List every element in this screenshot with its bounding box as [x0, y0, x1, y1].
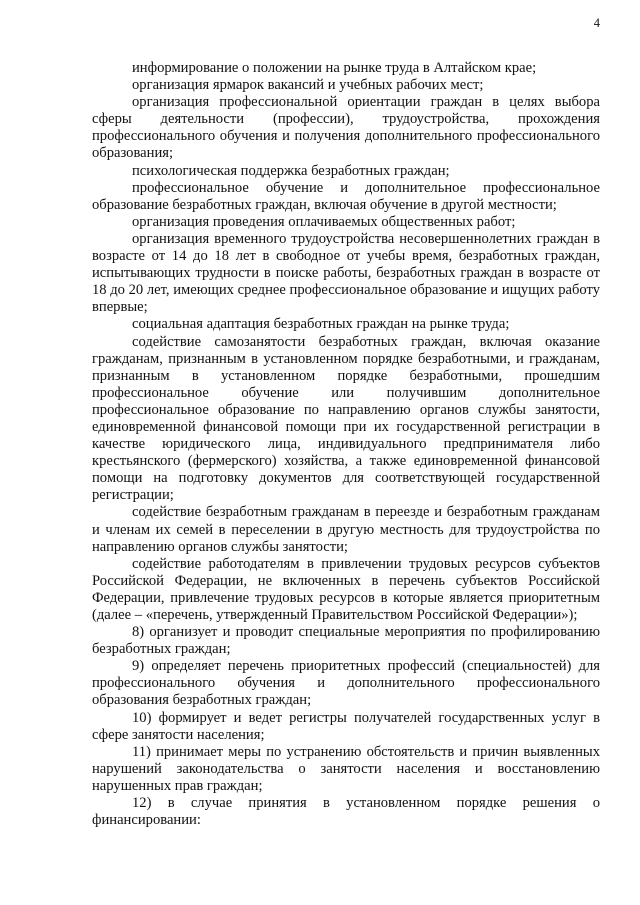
paragraph: содействие безработным гражданам в переезде и безработным гражданам и членам их семей в переселении в другую местность для трудоустройства по направлению органов службы занятости;: [92, 504, 600, 555]
paragraph: 9) определяет перечень приоритетных профессий (специальностей) для профессионального обучения и дополнительного профессионального образования безработных граждан;: [92, 658, 600, 709]
paragraph: содействие работодателям в привлечении трудовых ресурсов субъектов Российской Федерации, не включенных в перечень субъектов Российской Федерации, привлечение трудовых ресурсов в которые является приоритетным (далее – «перечень, утвержденный Правительством Российской Федерации»);: [92, 555, 600, 623]
paragraph: 10) формирует и ведет регистры получателей государственных услуг в сфере занятости населения;: [92, 709, 600, 743]
page-number: 4: [593, 16, 600, 30]
paragraph: информирование о положении на рынке труда в Алтайском крае;: [132, 60, 537, 76]
paragraph: 12) в случае принятия в установленном порядке решения о финансировании:: [92, 795, 600, 829]
paragraph: психологическая поддержка безработных граждан;: [132, 162, 450, 179]
paragraph: 11) принимает меры по устранению обстоятельств и причин выявленных нарушений законодательства о занятости населения и восстановлению нарушенных прав граждан;: [92, 743, 600, 794]
paragraph: организация ярмарок вакансий и учебных рабочих мест;: [132, 77, 484, 94]
paragraph: 8) организует и проводит специальные мероприятия по профилированию безработных граждан;: [92, 624, 600, 658]
paragraph: организация профессиональной ориентации граждан в целях выбора сферы деятельности (профессии), трудоустройства, прохождения профессионального обучения и получения дополнительного профессионального образования;: [92, 94, 600, 162]
body-text: [92, 60, 600, 829]
paragraph: организация временного трудоустройства несовершеннолетних граждан в возрасте от 14 до 18 лет в свободное от учебы время, безработных граждан, испытывающих трудности в поиске работы, безработных граждан в возрасте от 18 до 20 лет, имеющих среднее профессиональное образование и ищущих работу впервые;: [92, 230, 601, 316]
paragraph: организация проведения оплачиваемых общественных работ;: [132, 213, 516, 230]
paragraph: социальная адаптация безработных граждан на рынке труда;: [132, 316, 510, 333]
paragraph: профессиональное обучение и дополнительное профессиональное образование безработных граждан, включая обучение в другой местности;: [92, 179, 600, 213]
paragraph: содействие самозанятости безработных граждан, включая оказание гражданам, признанным в установленном порядке безработными, и гражданам, признанным в установленном порядке безработными, прошедшим профессиональное обучение или получившим дополнительное профессиональное образование по направлению органов службы занятости, единовременной финансовой помощи при их государственной регистрации в качестве юридического лица, индивидуального предпринимателя либо крестьянского (фермерского) хозяйства, а также единовременной финансовой помощи на подготовку документов для соответствующей государственной регистрации;: [92, 333, 600, 504]
